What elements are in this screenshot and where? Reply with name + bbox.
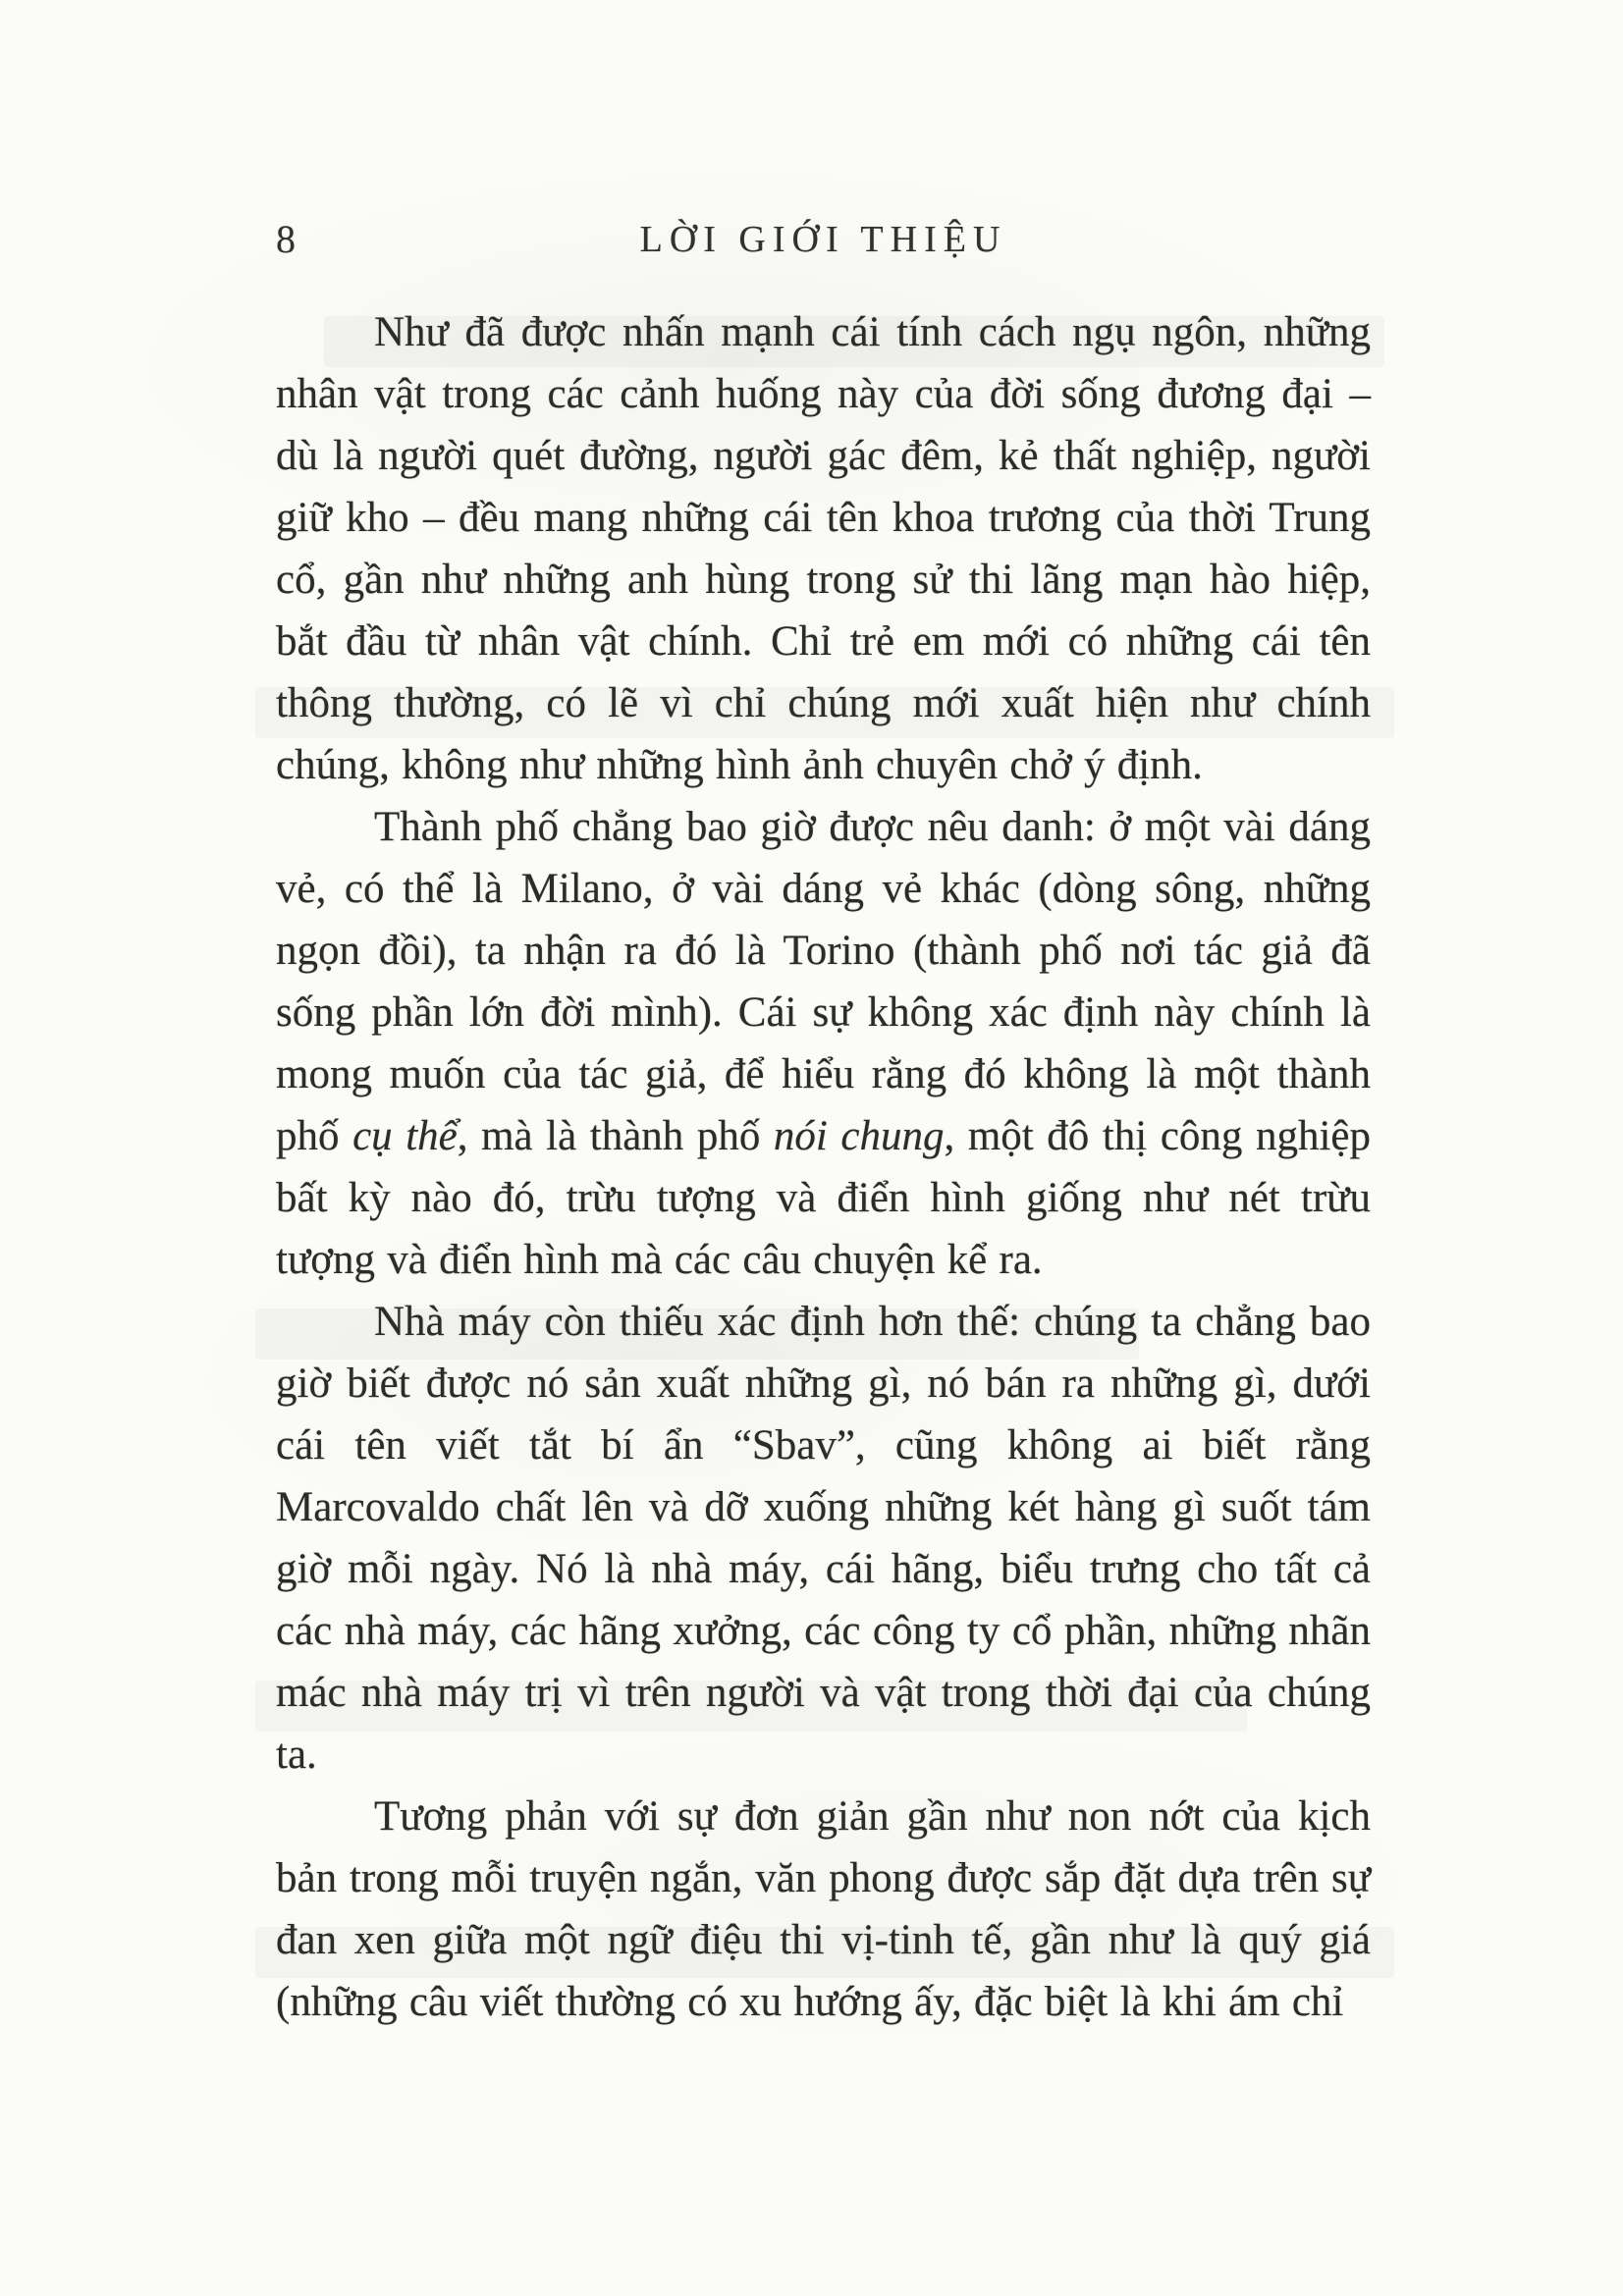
body-text (276, 301, 1371, 2033)
paragraph (276, 1786, 1371, 2033)
text-run: Nhà máy còn thiếu xác định hơn thế: chúng ta chẳng bao giờ biết được nó sản xuất những gì, nó bán ra những gì, dưới cái tên viết tắt bí ẩn “Sbav”, cũng không ai biết rằng Marcovaldo chất lên và dỡ xuống những két hàng gì suốt tám giờ mỗi ngày. Nó là nhà máy, cái hãng, biểu trưng cho tất cả các nhà máy, các hãng xưởng, các công ty cổ phần, những nhãn mác nhà máy trị vì trên người và vật trong thời đại của chúng ta. (276, 1299, 1371, 1778)
running-header (276, 214, 1371, 265)
text-run: Thành phố chẳng bao giờ được nêu danh: ở một vài dáng vẻ, có thể là Milano, ở vài dáng vẻ khác (dòng sông, những ngọn đồi), ta nhận ra đó là Torino (thành phố nơi tác giả đã sống phần lớn đời mình). Cái sự không xác định này chính là mong muốn của tác giả, để hiểu rằng đó không là một thành phố (276, 804, 1371, 1159)
italic-run: nói chung (773, 1113, 945, 1159)
paragraph (276, 301, 1371, 796)
italic-run: cụ thể (352, 1113, 458, 1159)
page-number: 8 (276, 217, 296, 261)
paragraph (276, 796, 1371, 1291)
text-run: Tương phản với sự đơn giản gần như non nớt của kịch bản trong mỗi truyện ngắn, văn phong được sắp đặt dựa trên sự đan xen giữa một ngữ điệu thi vị-tinh tế, gần như là quý giá (những câu viết thường có xu hướng ấy, đặc biệt là khi ám chỉ (276, 1793, 1371, 2025)
running-title: LỜI GIỚI THIỆU (639, 219, 1007, 260)
text-run: Như đã được nhấn mạnh cái tính cách ngụ ngôn, những nhân vật trong các cảnh huống này của đời sống đương đại – dù là người quét đường, người gác đêm, kẻ thất nghiệp, người giữ kho – đều mang những cái tên khoa trương của thời Trung cổ, gần như những anh hùng trong sử thi lãng mạn hào hiệp, bắt đầu từ nhân vật chính. Chỉ trẻ em mới có những cái tên thông thường, có lẽ vì chỉ chúng mới xuất hiện như chính chúng, không như những hình ảnh chuyên chở ý định. (276, 309, 1371, 788)
text-run: , mà là thành phố (457, 1113, 774, 1159)
paragraph (276, 1291, 1371, 1786)
text-run: , một đô thị công nghiệp bất kỳ nào đó, trừu tượng và điển hình giống như nét trừu tượng và điển hình mà các câu chuyện kể ra. (276, 1113, 1371, 1283)
